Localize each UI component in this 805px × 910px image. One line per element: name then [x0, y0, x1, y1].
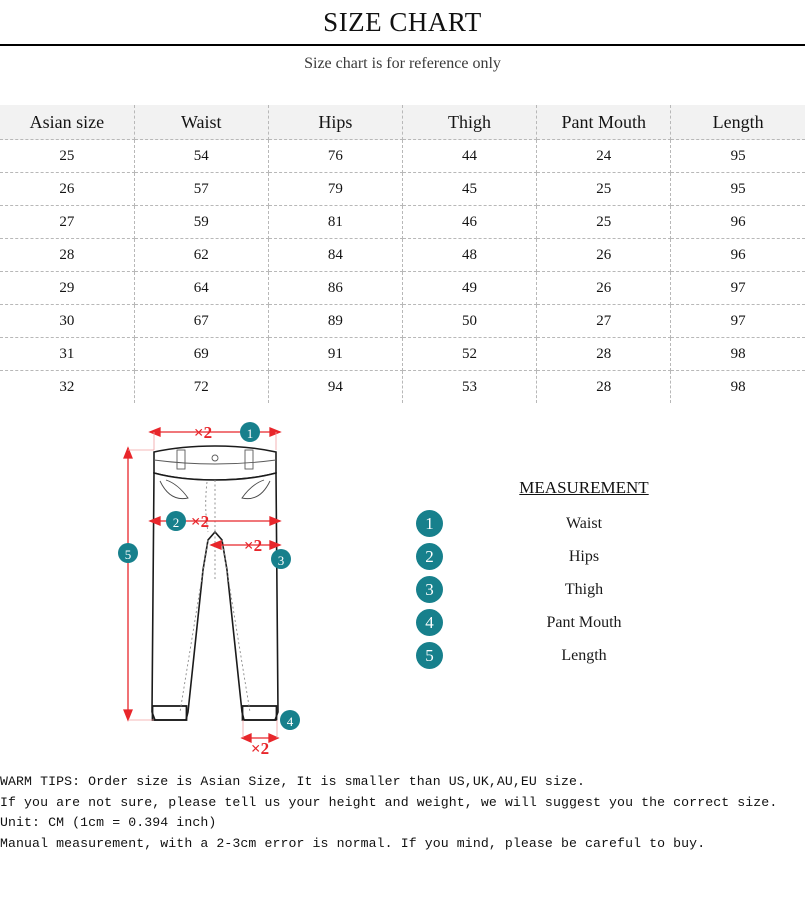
table-row	[0, 239, 805, 272]
table-cell: 32	[0, 371, 134, 404]
table-cell: 49	[402, 272, 536, 305]
warm-tips-line: If you are not sure, please tell us your height and weight, we will suggest you the correct size.	[0, 794, 778, 810]
table-row	[0, 305, 805, 338]
table-column-header: Hips	[268, 105, 402, 140]
legend-item	[408, 576, 698, 609]
table-cell: 59	[134, 206, 268, 239]
table-cell: 29	[0, 272, 134, 305]
legend-item	[408, 642, 698, 675]
table-cell: 84	[268, 239, 402, 272]
table-cell: 97	[671, 272, 805, 305]
page-subtitle: Size chart is for reference only	[304, 55, 501, 72]
table-cell: 91	[268, 338, 402, 371]
page-header	[0, 0, 805, 73]
table-cell: 98	[671, 338, 805, 371]
diagram-and-legend	[0, 420, 805, 768]
table-cell: 96	[671, 206, 805, 239]
legend-item	[408, 510, 698, 543]
diagram-x2-thigh: ×2	[243, 536, 263, 555]
legend-item-label: Thigh	[564, 581, 604, 598]
table-cell: 98	[671, 371, 805, 404]
legend-item	[408, 543, 698, 576]
size-chart-table	[0, 105, 805, 403]
table-cell: 48	[402, 239, 536, 272]
table-row	[0, 206, 805, 239]
table-row	[0, 140, 805, 173]
legend-item-label: Waist	[565, 515, 603, 532]
legend-item	[408, 609, 698, 642]
table-cell: 57	[134, 173, 268, 206]
table-cell: 26	[537, 272, 671, 305]
legend-item-label: Length	[561, 647, 607, 664]
svg-text:5: 5	[124, 547, 132, 562]
table-cell: 45	[402, 173, 536, 206]
table-cell: 96	[671, 239, 805, 272]
legend-number-badge: 2	[416, 543, 443, 570]
table-cell: 81	[268, 206, 402, 239]
table-cell: 53	[402, 371, 536, 404]
legend-number-badge: 3	[416, 576, 443, 603]
table-cell: 44	[402, 140, 536, 173]
table-column-header: Asian size	[0, 105, 134, 140]
measurement-legend	[408, 478, 698, 675]
table-row	[0, 371, 805, 404]
table-cell: 28	[537, 371, 671, 404]
table-column-header: Length	[671, 105, 805, 140]
table-cell: 50	[402, 305, 536, 338]
table-header-row	[0, 105, 805, 140]
table-cell: 95	[671, 173, 805, 206]
legend-title: MEASUREMENT	[519, 478, 649, 497]
table-cell: 94	[268, 371, 402, 404]
table-row	[0, 173, 805, 206]
diagram-x2-waist: ×2	[193, 423, 213, 442]
table-cell: 64	[134, 272, 268, 305]
table-cell: 25	[0, 140, 134, 173]
table-cell: 86	[268, 272, 402, 305]
table-row	[0, 272, 805, 305]
table-column-header: Pant Mouth	[537, 105, 671, 140]
table-cell: 97	[671, 305, 805, 338]
table-cell: 76	[268, 140, 402, 173]
table-cell: 69	[134, 338, 268, 371]
legend-item-label: Pant Mouth	[546, 614, 622, 631]
legend-item-label: Hips	[568, 548, 600, 565]
table-row	[0, 338, 805, 371]
table-cell: 30	[0, 305, 134, 338]
legend-number-badge: 4	[416, 609, 443, 636]
table-cell: 67	[134, 305, 268, 338]
warm-tips-line: WARM TIPS: Order size is Asian Size, It is smaller than US,UK,AU,EU size.	[0, 774, 586, 789]
table-column-header: Waist	[134, 105, 268, 140]
table-cell: 89	[268, 305, 402, 338]
table-cell: 28	[0, 239, 134, 272]
svg-text:1: 1	[246, 426, 254, 441]
table-column-header: Thigh	[402, 105, 536, 140]
svg-text:3: 3	[277, 553, 285, 568]
legend-number-badge: 5	[416, 642, 443, 669]
svg-text:2: 2	[172, 515, 180, 530]
table-cell: 72	[134, 371, 268, 404]
legend-number-badge: 1	[416, 510, 443, 537]
svg-text:4: 4	[286, 714, 294, 729]
table-cell: 52	[402, 338, 536, 371]
table-cell: 25	[537, 173, 671, 206]
table-cell: 27	[537, 305, 671, 338]
warm-tips-line: Manual measurement, with a 2-3cm error is normal. If you mind, please be careful to buy.	[0, 835, 706, 851]
warm-tips-line: Unit: CM (1cm = 0.394 inch)	[0, 815, 217, 830]
pants-measurement-diagram	[108, 420, 323, 768]
table-cell: 28	[537, 338, 671, 371]
table-cell: 46	[402, 206, 536, 239]
table-cell: 24	[537, 140, 671, 173]
diagram-x2-pantmouth: ×2	[250, 739, 270, 758]
table-cell: 62	[134, 239, 268, 272]
table-cell: 26	[537, 239, 671, 272]
table-cell: 95	[671, 140, 805, 173]
table-cell: 26	[0, 173, 134, 206]
table-cell: 54	[134, 140, 268, 173]
table-cell: 79	[268, 173, 402, 206]
table-cell: 25	[537, 206, 671, 239]
diagram-x2-hips: ×2	[190, 512, 210, 531]
table-cell: 27	[0, 206, 134, 239]
table-cell: 31	[0, 338, 134, 371]
warm-tips	[0, 772, 805, 854]
page-title: SIZE CHART	[323, 7, 482, 37]
